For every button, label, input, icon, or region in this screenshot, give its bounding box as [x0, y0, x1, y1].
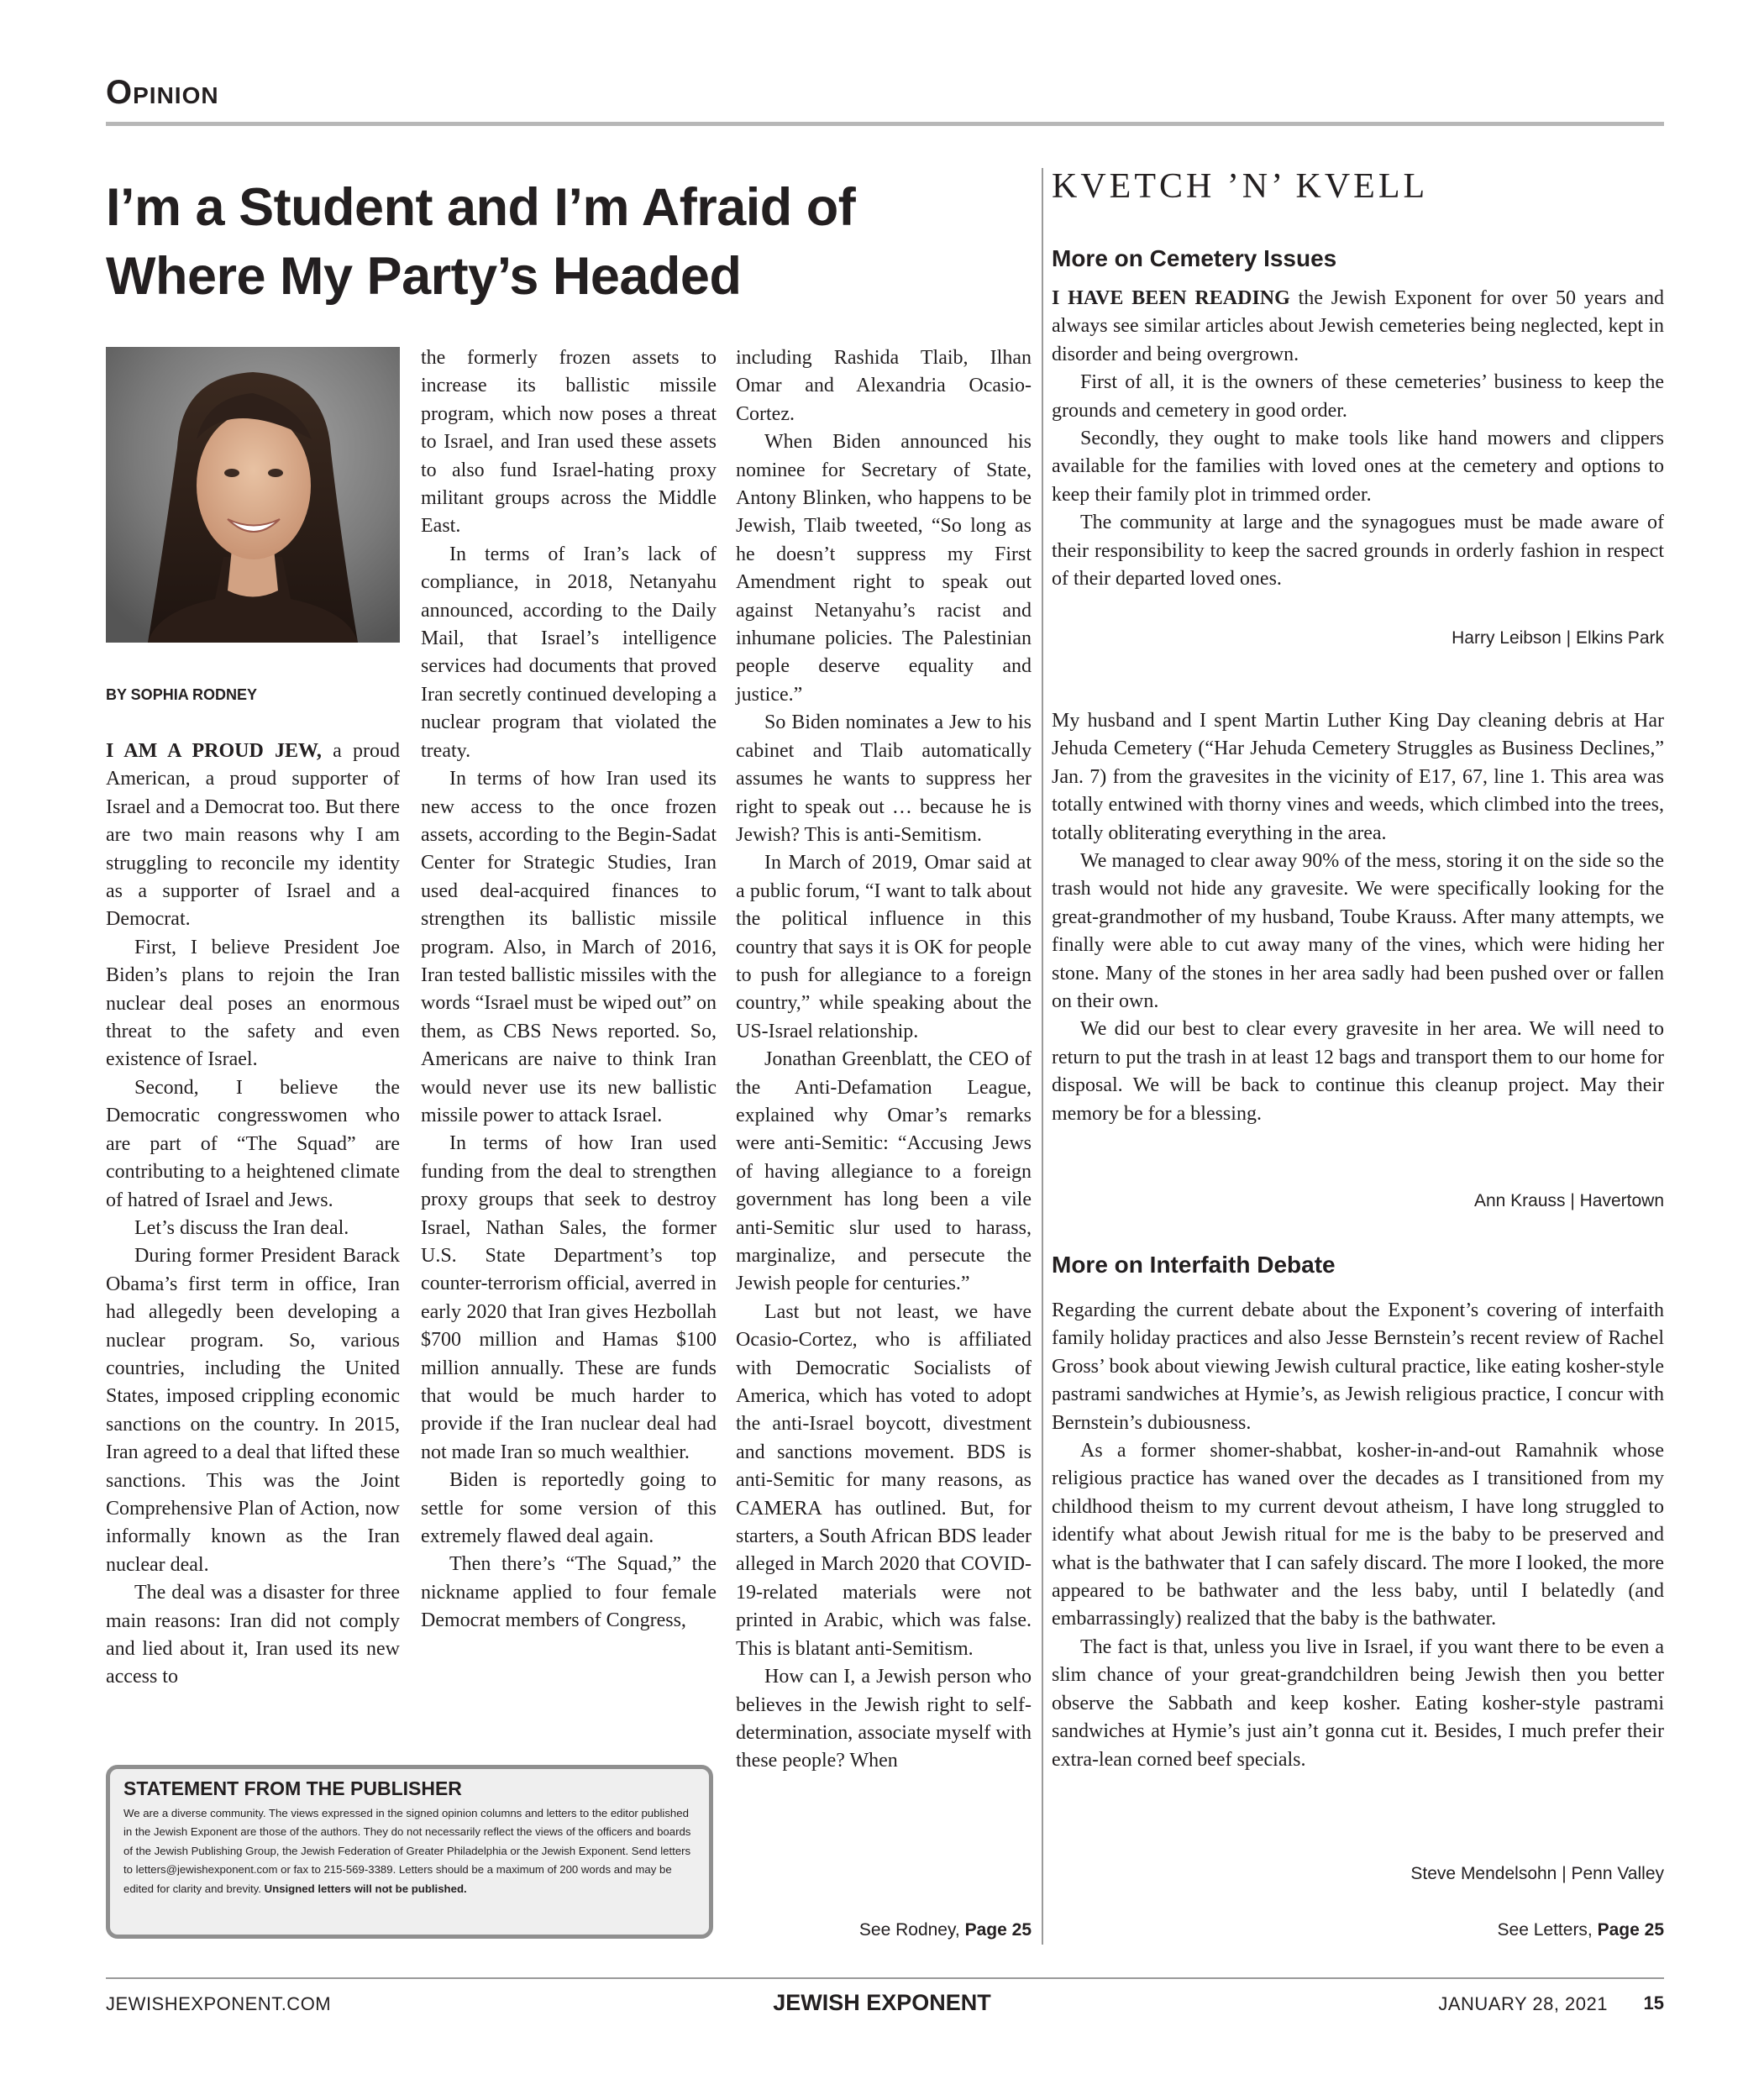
paragraph-text: including Rashida Tlaib, Ilhan Omar and Alexandria Ocasio-Cortez. — [736, 347, 1032, 425]
paragraph — [421, 765, 717, 1130]
paragraph — [421, 344, 717, 541]
paragraph-text: We managed to clear away 90% of the mess, storing it on the side so the trash would not hide any gravesite. We were specifically looking for the great-grandmother of my husband, Toube Krauss. After many attempts, we finally were able to cut away many of the vines, which were hiding her stone. Many of the stones in her area sadly had been pushed over or fallen on their own. — [1052, 850, 1664, 1013]
letter3-signoff: Steve Mendelsohn | Penn Valley — [1410, 1864, 1664, 1883]
paragraph — [1052, 425, 1664, 509]
paragraph-text: Then there’s “The Squad,” the nickname applied to four female Democrat members of Congress, — [421, 1553, 717, 1632]
publisher-statement-mid: or fax to — [277, 1863, 324, 1877]
paragraph-text: Regarding the current debate about the Exponent’s covering of interfaith family holiday practices and also Jesse Bernstein’s recent review of Rachel Gross’ book about viewing Jewish cultural practice, like eating kosher-style pastrami sandwiches at Hymie’s, as Jewish religious practice, I concur with Bernstein’s dubiousness. — [1052, 1299, 1664, 1434]
publisher-statement-warning: Unsigned letters will not be published. — [264, 1882, 467, 1895]
letter3-heading: More on Interfaith Debate — [1052, 1252, 1336, 1278]
paragraph — [736, 1299, 1032, 1663]
article-column-2 — [421, 344, 717, 1635]
paragraph — [106, 738, 400, 934]
paragraph — [106, 1579, 400, 1692]
footer-divider — [106, 1977, 1664, 1979]
footer-paper-name: JEWISH EXPONENT — [773, 1990, 991, 2015]
paragraph — [421, 1551, 717, 1635]
publisher-statement-tail: . Letters should be a maximum of 200 words and may be edited for clarity and brevity. — [123, 1863, 672, 1895]
letter3-body — [1052, 1297, 1664, 1774]
letter2-signoff: Ann Krauss | Havertown — [1473, 1191, 1664, 1210]
paragraph — [106, 1242, 400, 1579]
letter1-signoff: Harry Leibson | Elkins Park — [1452, 628, 1664, 648]
publisher-statement-text: We are a diverse community. The views expressed in the signed opinion columns and letters to the editor published in the Jewish Exponent are those of the authors. They do not necessarily reflect the views of the officers and boards of the Jewish Publishing Group, the Jewish Federation of Greater Philadelphia or the Jewish Exponent. Send letters to — [123, 1807, 691, 1877]
see-rodney-page: Page 25 — [964, 1920, 1032, 1940]
see-rodney-prefix: See Rodney, — [858, 1920, 965, 1940]
paragraph — [736, 1663, 1032, 1776]
paragraph-text: When Biden announced his nominee for Secretary of State, Antony Blinken, who happens to be Jewish, Tlaib tweeted, “So long as he doesn’t suppress my First Amendment right to speak out against Netanyahu’s racist and inhumane policies. The Palestinian people deserve equality and justice.” — [736, 431, 1032, 706]
section-label: Opinion — [106, 74, 219, 111]
paragraph-text: the formerly frozen assets to increase its ballistic missile program, which now poses a threat to Israel, and Iran used these assets to also fund Israel-hating proxy militant groups across the Middle East. — [421, 347, 717, 538]
paragraph-text: First, I believe President Joe Biden’s plans to rejoin the Iran nuclear deal poses an enormous threat to the safety and even existence of Israel. — [106, 936, 400, 1071]
letter1-body — [1052, 285, 1664, 593]
paragraph-text: As a former shomer-shabbat, kosher-in-and-out Ramahnik whose religious practice has waned over the decades as I transitioned from my childhood theism to my current devout atheism, I have long struggled to identify what about Jewish ritual for me is the baby to be preserved and what is the bathwater that I can safely discard. The more I looked, the more appeared to be bathwater and the less baby, until I belatedly (and embarrassingly) realized that the baby is the bathwater. — [1052, 1440, 1664, 1630]
publisher-statement-body — [123, 1804, 696, 1898]
paragraph-text: My husband and I spent Martin Luther King Day cleaning debris at Har Jehuda Cemetery (“Har Jehuda Cemetery Struggles as Business Declines,” Jan. 7) from the gravesites in the vicinity of E17, 67, line 1. This area was totally entwined with thorny vines and weeds, which climbed into the trees, totally obliterating everything in the area. — [1052, 710, 1664, 844]
author-portrait-photo — [106, 347, 400, 643]
paragraph-text: Biden is reportedly going to settle for some version of this extremely flawed deal again. — [421, 1469, 717, 1548]
paragraph — [736, 1046, 1032, 1299]
see-letters-prefix: See Letters, — [1497, 1920, 1598, 1940]
article-column-1 — [106, 738, 400, 1692]
paragraph-text: So Biden nominates a Jew to his cabinet and Tlaib automatically assumes he wants to suppress her right to speak out … because he is Jewish? This is anti-Semitism. — [736, 711, 1032, 846]
paragraph — [1052, 1634, 1664, 1774]
letter1-heading: More on Cemetery Issues — [1052, 245, 1337, 271]
publisher-statement-box — [106, 1765, 713, 1939]
paragraph-text: Secondly, they ought to make tools like hand mowers and clippers available for the families with loved ones at the cemetery and options to keep their family plot in trimmed order. — [1052, 428, 1664, 506]
see-letters-page: Page 25 — [1597, 1920, 1664, 1940]
paragraph-text: In terms of how Iran used its new access to the once frozen assets, according to the Begin-Sadat Center for Strategic Studies, Iran used deal-acquired finances to strengthen its ballistic missile program. Also, in March of 2016, Iran tested ballistic missiles with the words “Israel must be wiped out” on them, as CBS News reported. So, Americans are naive to think Iran would never use its new ballistic missile power to attack Israel. — [421, 768, 717, 1126]
footer-date: JANUARY 28, 2021 — [1438, 1993, 1608, 2014]
paragraph-text: The fact is that, unless you live in Israel, if you want there to be even a slim chance of your great-grandchildren being Jewish then you better observe the Sabbath and keep kosher. Eating kosher-style pastrami sandwiches at Hymie’s just ain’t gonna cut it. Besides, I much prefer their extra-lean corned beef specials. — [1052, 1635, 1664, 1771]
paragraph-text: the Jewish Exponent for over 50 years and always see similar articles about Jewish cemeteries being neglected, kept in disorder and being overgrown. — [1052, 287, 1664, 365]
paragraph — [736, 709, 1032, 849]
author-photo — [106, 347, 400, 643]
paragraph — [1052, 707, 1664, 848]
paragraph — [1052, 1297, 1664, 1437]
lead-in: I AM A PROUD JEW, — [106, 740, 322, 762]
kvetch-kvell-title: KVETCH ’N’ KVELL — [1052, 167, 1429, 206]
paragraph-text: In March of 2019, Omar said at a public forum, “I want to talk about the political influence in this country that says it is OK for people to push for allegiance to a foreign country,” while speaking about the US-Israel relationship. — [736, 852, 1032, 1042]
paragraph-text: Second, I believe the Democratic congresswomen who are part of “The Squad” are contributing to a heightened climate of hatred of Israel and Jews. — [106, 1076, 400, 1211]
headline-line-2: Where My Party’s Headed — [106, 247, 742, 306]
footer-website[interactable]: JEWISHEXPONENT.COM — [106, 1993, 332, 2014]
headline-line-1: I’m a Student and I’m Afraid of — [106, 178, 856, 237]
paragraph — [736, 849, 1032, 1046]
paragraph-text: During former President Barack Obama’s first term in office, Iran had allegedly been developing a nuclear program. So, various countries, including the United States, imposed crippling economic sanctions on the country. In 2015, Iran agreed to a deal that lifted these sanctions. This was the Joint Comprehensive Plan of Action, now informally known as the Iran nuclear deal. — [106, 1245, 400, 1576]
paragraph — [1052, 1437, 1664, 1634]
paragraph — [736, 344, 1032, 428]
paragraph-text: How can I, a Jewish person who believes in the Jewish right to self-determination, associate myself with these people? When — [736, 1666, 1032, 1772]
lead-in: I HAVE BEEN READING — [1052, 287, 1290, 309]
footer-page-number: 15 — [1643, 1992, 1664, 2013]
paragraph-text: a proud American, a proud supporter of Israel and a Democrat too. But there are two main reasons why I am struggling to reconcile my identity as a supporter of Israel and a Democrat. — [106, 740, 400, 931]
fax-number: 215-569-3389 — [323, 1863, 393, 1877]
byline: BY SOPHIA RODNEY — [106, 686, 258, 703]
publisher-statement-title: STATEMENT FROM THE PUBLISHER — [123, 1777, 462, 1799]
paragraph — [106, 1215, 400, 1242]
column-divider — [1042, 168, 1043, 1945]
paragraph — [421, 541, 717, 765]
paragraph-text: The deal was a disaster for three main reasons: Iran did not comply and lied about it, Iran used its new access to — [106, 1582, 400, 1688]
paragraph-text: We did our best to clear every gravesite in her area. We will need to return to put the trash in at least 12 bags and transport them to our home for disposal. We will be back to continue this cleanup project. May their memory be for a blessing. — [1052, 1018, 1664, 1125]
paragraph-text: In terms of Iran’s lack of compliance, in 2018, Netanyahu announced, according to the Daily Mail, that Israel’s intelligence services had documents that proved Iran secretly continued developing a nuclear program that violated the treaty. — [421, 543, 717, 762]
paragraph-text: The community at large and the synagogues must be made aware of their responsibility to keep the sacred grounds in orderly fashion in respect of their departed loved ones. — [1052, 512, 1664, 591]
paragraph-text: In terms of how Iran used funding from the deal to strengthen proxy groups that seek to destroy Israel, Nathan Sales, the former U.S. State Department’s top counter-terrorism official, averred in early 2020 that Iran gives Hezbollah $700 million and Hamas $100 million annually. These are funds that would be much harder to provide if the Iran nuclear deal had not made Iran so much wealthier. — [421, 1132, 717, 1463]
paragraph — [1052, 509, 1664, 593]
paragraph — [1052, 848, 1664, 1016]
paragraph — [421, 1130, 717, 1467]
letters-email-link[interactable]: letters@jewishexponent.com — [135, 1863, 278, 1877]
paragraph — [1052, 1016, 1664, 1128]
paragraph-text: Let’s discuss the Iran deal. — [134, 1216, 349, 1239]
paragraph-text: First of all, it is the owners of these cemeteries’ business to keep the grounds and cemetery in good order. — [1052, 371, 1664, 422]
paragraph — [106, 934, 400, 1074]
paragraph — [1052, 369, 1664, 425]
paragraph — [1052, 285, 1664, 369]
paragraph — [421, 1467, 717, 1551]
paragraph — [106, 1074, 400, 1215]
paragraph — [736, 428, 1032, 709]
see-rodney-jump[interactable] — [736, 1920, 1032, 1940]
section-divider — [106, 122, 1664, 126]
letter2-body — [1052, 707, 1664, 1128]
paragraph-text: Jonathan Greenblatt, the CEO of the Anti-Defamation League, explained why Omar’s remarks were anti-Semitic: “Accusing Jews of having allegiance to a foreign government has long been a vile anti-Semitic slur used to harass, marginalize, and persecute the Jewish people for centuries.” — [736, 1048, 1032, 1295]
article-column-3 — [736, 344, 1032, 1776]
see-letters-jump[interactable] — [1052, 1920, 1664, 1940]
paragraph-text: Last but not least, we have Ocasio-Cortez, who is affiliated with Democratic Socialists of America, which has voted to adopt the anti-Israel boycott, divestment and sanctions movement. BDS is anti-Semitic for many reasons, as CAMERA has outlined. But, for starters, a South African BDS leader alleged in March 2020 that COVID-19-related materials were not printed in Arabic, which was false. This is blatant anti-Semitism. — [736, 1300, 1032, 1660]
article-headline — [106, 173, 988, 311]
